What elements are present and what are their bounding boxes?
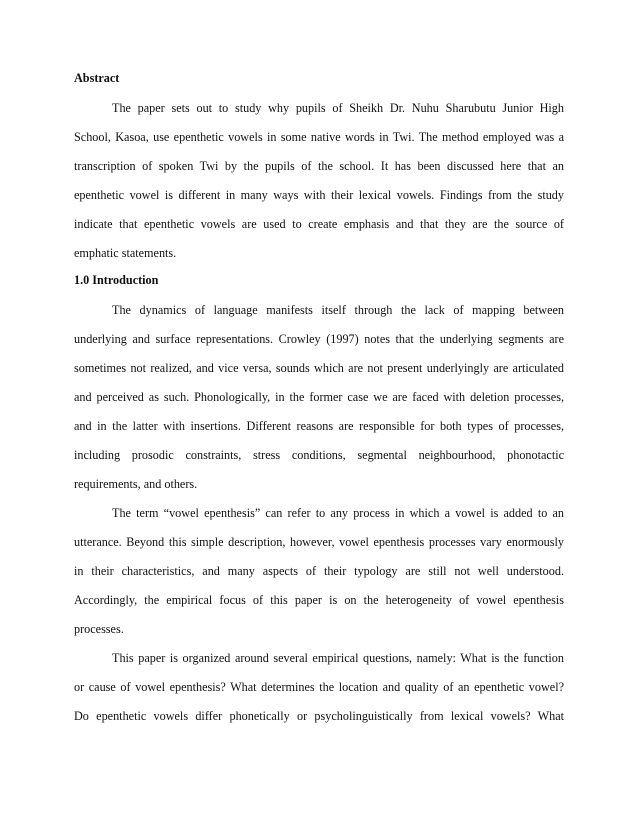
- text-line: utterance. Beyond this simple description, however, vowel epenthesis processes vary enormously: [74, 535, 564, 549]
- text-line: The dynamics of language manifests itself through the lack of mapping between: [112, 303, 564, 317]
- text-line: epenthetic vowel is different in many ways with their lexical vowels. Findings from the study: [74, 188, 564, 202]
- text-line: underlying and surface representations. Crowley (1997) notes that the underlying segments are: [74, 332, 564, 346]
- text-line: requirements, and others.: [74, 477, 198, 491]
- text-line: indicate that epenthetic vowels are used to create emphasis and that they are the source of: [74, 217, 564, 231]
- text-line: emphatic statements.: [74, 246, 177, 260]
- text-line: and perceived as such. Phonologically, in the former case we are faced with deletion processes,: [74, 390, 564, 404]
- text-line: School, Kasoa, use epenthetic vowels in some native words in Twi. The method employed was a: [74, 130, 564, 144]
- abstract-heading: Abstract: [74, 71, 120, 85]
- text-line: sometimes not realized, and vice versa, sounds which are not present underlyingly are articulated: [74, 361, 564, 375]
- introduction-paragraph-1: [74, 296, 564, 499]
- text-line: including prosodic constraints, stress conditions, segmental neighbourhood, phonotactic: [74, 448, 564, 462]
- text-line: The term “vowel epenthesis” can refer to any process in which a vowel is added to an: [112, 506, 564, 520]
- text-line: Accordingly, the empirical focus of this paper is on the heterogeneity of vowel epenthesis: [74, 593, 564, 607]
- introduction-heading: 1.0 Introduction: [74, 273, 159, 287]
- introduction-paragraph-3: [74, 644, 564, 731]
- text-line: transcription of spoken Twi by the pupils of the school. It has been discussed here that an: [74, 159, 564, 173]
- text-line: and in the latter with insertions. Different reasons are responsible for both types of processes,: [74, 419, 564, 433]
- text-line: processes.: [74, 622, 124, 636]
- abstract-paragraph: [74, 94, 564, 268]
- introduction-paragraph-2: [74, 499, 564, 644]
- text-line: or cause of vowel epenthesis? What determines the location and quality of an epenthetic vowel?: [74, 680, 564, 694]
- text-line: This paper is organized around several empirical questions, namely: What is the function: [112, 651, 564, 665]
- document-page: [74, 66, 564, 731]
- text-line: Do epenthetic vowels differ phonetically or psycholinguistically from lexical vowels? What: [74, 709, 564, 723]
- text-line: The paper sets out to study why pupils of Sheikh Dr. Nuhu Sharubutu Junior High: [112, 101, 564, 115]
- text-line: in their characteristics, and many aspects of their typology are still not well understood.: [74, 564, 564, 578]
